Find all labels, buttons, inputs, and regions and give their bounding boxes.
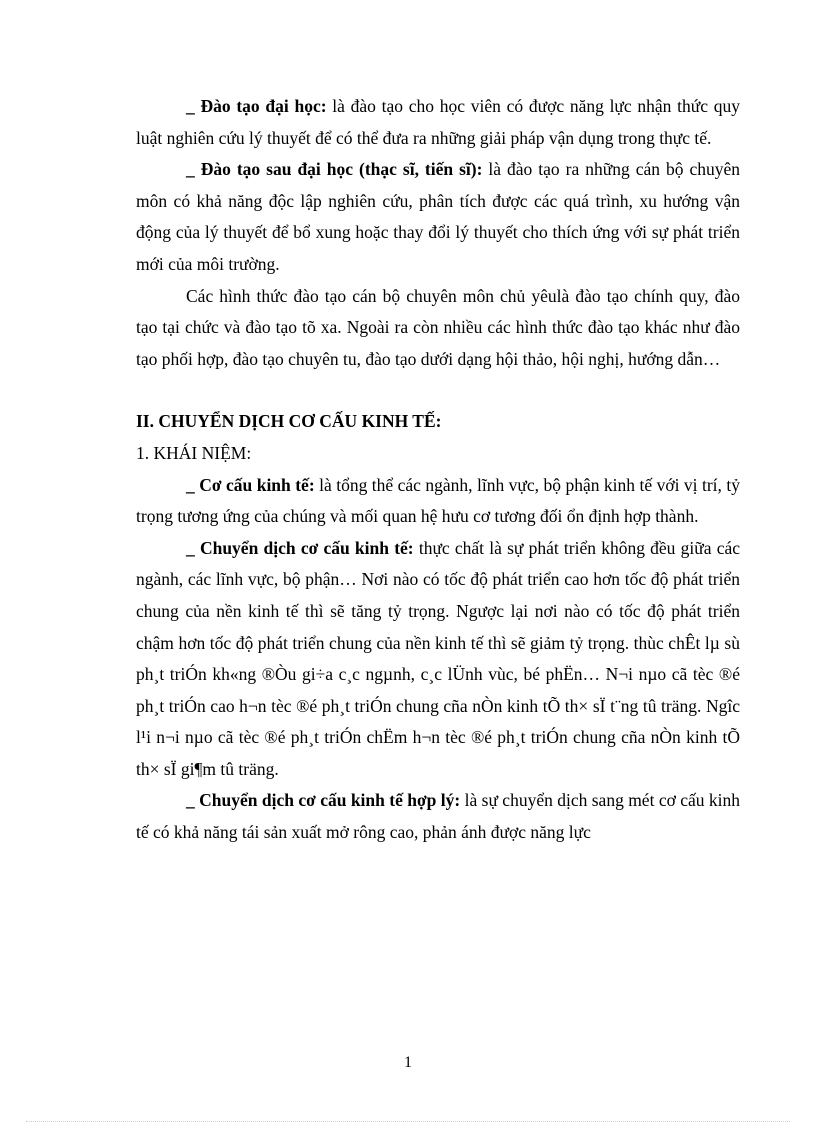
document-body: [136, 91, 740, 849]
paragraph-economic-structure: [136, 470, 740, 533]
definition-reasonable-shift: là sự chuyển dịch sang mét cơ cấu kinh tế có khả năng tái sản xuất mở rông cao, phản ánh được năng lực: [136, 790, 741, 843]
term-university-training: _ Đào tạo đại học:: [186, 96, 327, 116]
definition-structural-shift: thực chất là sự phát triển không đều giữa các ngành, các lĩnh vực, bộ phận… Nơi nào có tốc độ phát triển cao hơn tốc độ phát triển chung của nền kinh tế thì sẽ tăng tỷ trọng. Ngược lại nơi nào có tốc độ phát triển chậm hơn tốc độ phát triển chung của nền kinh tế thì sẽ giảm tỷ trọng. thùc chÊt lµ sù ph¸t triÓn kh«ng ®Òu gi÷a c¸c ngµnh, c¸c lÜnh vùc, bé phËn… N¬i nµo cã tèc ®é ph¸t triÓn cao h¬n tèc ®é ph¸t triÓn chung cña nÒn kinh tÕ th× sÏ t¨ng tû träng. Ngîc l¹i n¬i nµo cã tèc ®é ph¸t triÓn chËm h¬n tèc ®é ph¸t triÓn chung cña nÒn kinh tÕ th× sÏ gi¶m tû träng.: [136, 537, 740, 779]
paragraph-postgraduate-training: [136, 154, 740, 280]
paragraph-reasonable-shift: [136, 785, 740, 848]
term-structural-shift: _ Chuyển dịch cơ cấu kinh tế:: [186, 537, 414, 558]
section-heading: II. CHUYỂN DỊCH CƠ CẤU KINH TẾ:: [136, 411, 442, 432]
definition-university-training: là đào tạo cho học viên có được năng lực nhận thức quy luật nghiên cứu lý thuyết để có thể đưa ra những giải pháp vận dụng trong thực tế.: [136, 96, 741, 148]
subsection-heading: 1. KHÁI NIỆM:: [136, 442, 252, 463]
training-forms-text: Các hình thức đào tạo cán bộ chuyên môn chủ yêulà đào tạo chính quy, đào tạo tại chức và đào tạo tõ xa. Ngoài ra còn nhiều các hình thức đào tạo khác như đào tạo phối hợp, đào tạo chuyên tu, đào tạo dưới dạng hội thảo, hội nghị, hướng dẫn…: [136, 285, 740, 369]
definition-postgraduate-training: là đào tạo ra những cán bộ chuyên môn có khả năng độc lập nghiên cứu, phân tích được các quá trình, xu hướng vận động của lý thuyết để bổ xung hoặc thay đổi lý thuyết cho thích ứng với sự phát triển mới của môi trường.: [136, 159, 740, 274]
paragraph-training-forms: [136, 281, 740, 376]
term-economic-structure: _ Cơ cấu kinh tế:: [186, 474, 315, 495]
term-reasonable-shift: _ Chuyển dịch cơ cấu kinh tế hợp lý:: [186, 790, 461, 811]
section-gap: [136, 375, 740, 406]
paragraph-structural-shift: [136, 533, 740, 786]
term-postgraduate-training: _ Đào tạo sau đại học (thạc sĩ, tiến sĩ):: [186, 159, 483, 180]
page-bottom-rule: [26, 1121, 790, 1122]
paragraph-university-training: [136, 91, 740, 154]
definition-economic-structure: là tổng thể các ngành, lĩnh vực, bộ phận kinh tế với vị trí, tỷ trọng tương ứng của chúng và mối quan hệ hưu cơ tương đối ổn định hợp thành.: [136, 474, 740, 527]
page-number: 1: [404, 1054, 412, 1071]
